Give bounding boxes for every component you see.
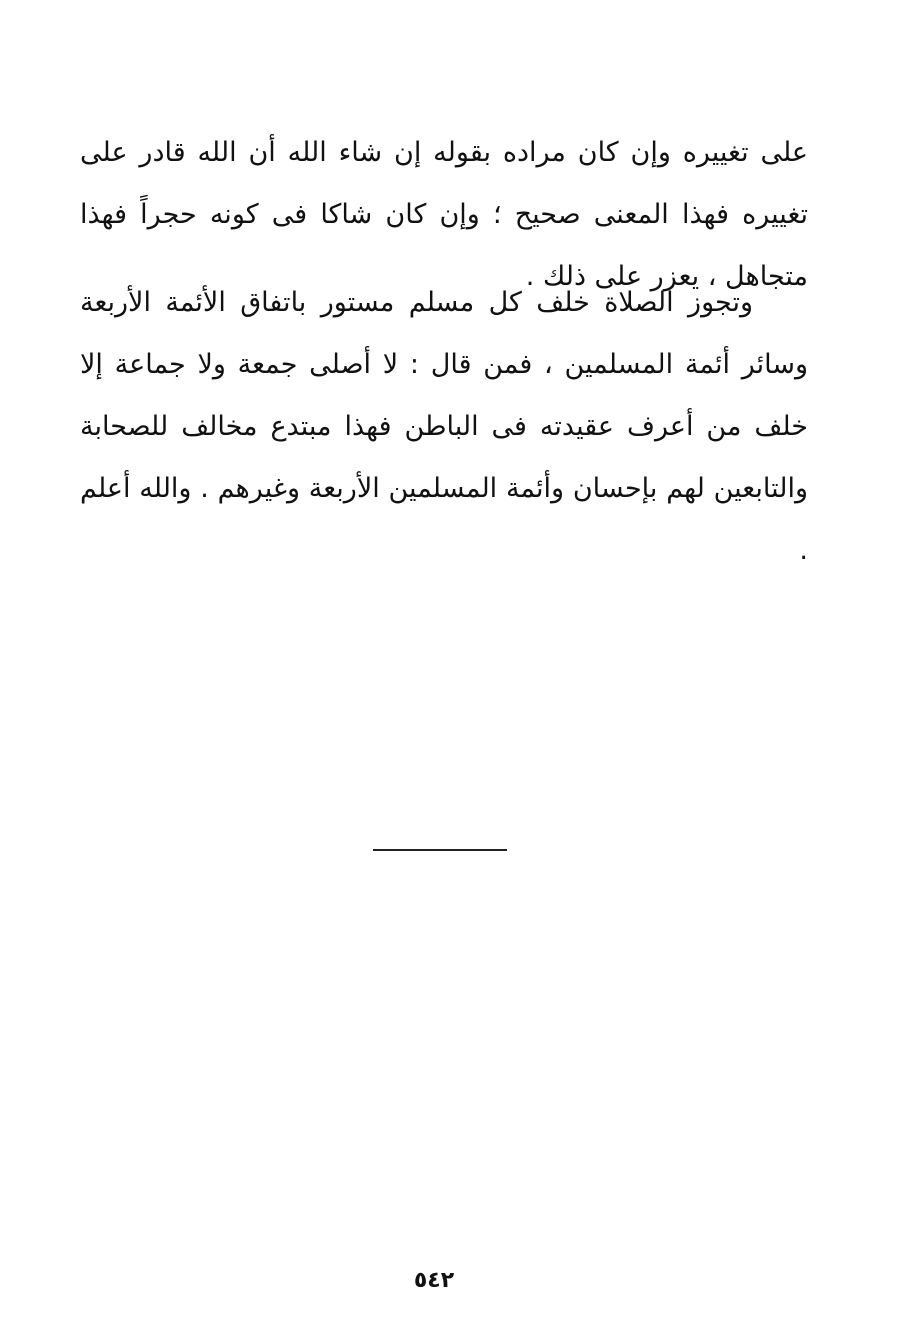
section-divider (373, 849, 507, 851)
paragraph-2: وتجوز الصلاة خلف كل مسلم مستور باتفاق الأئمة الأربعة وسائر أئمة المسلمين ، فمن قال : لا أصلى جمعة ولا جماعة إلا خلف من أعرف عقيدته فى الباطن فهذا مبتدع مخالف للصحابة والتابعين لهم بإحسان وأئمة المسلمين الأربعة وغيرهم . والله أعلم . (80, 287, 808, 566)
page-number: ٥٤٢ (413, 1268, 455, 1293)
paragraph-1: على تغييره وإن كان مراده بقوله إن شاء الله أن الله قادر على تغييره فهذا المعنى صحيح ؛ وإن كان شاكا فى كونه حجراً فهذا متجاهل ، يعزر على ذلك . (80, 137, 808, 292)
